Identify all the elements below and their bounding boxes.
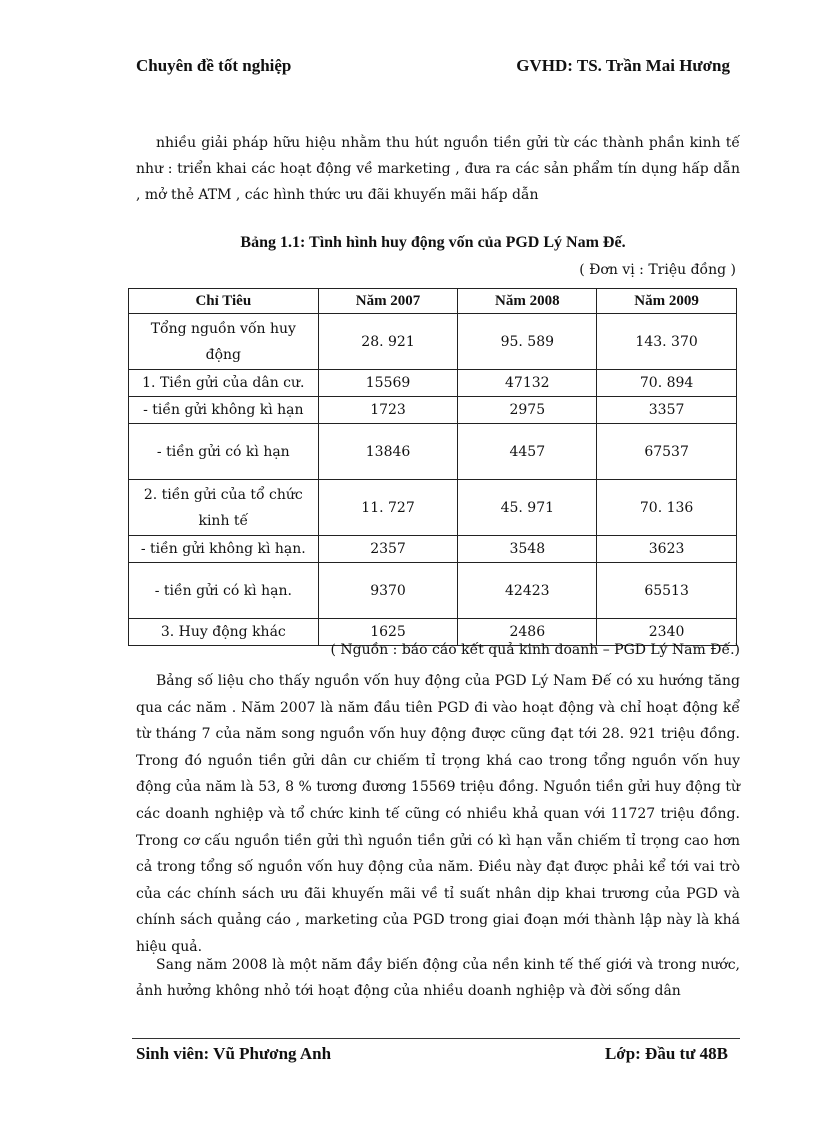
table-cell: 2486 <box>458 619 597 646</box>
table-cell: 3623 <box>597 536 737 563</box>
closing-paragraph: Sang năm 2008 là một năm đầy biến động của nền kinh tế thế giới và trong nước, ảnh hưởng không nhỏ tới hoạt động của nhiều doanh nghiệp và đời sống dân <box>136 957 740 999</box>
table-cell: 4457 <box>458 424 597 480</box>
table-cell: 28. 921 <box>318 314 458 370</box>
table-cell: 9370 <box>318 563 458 619</box>
table-row <box>129 314 737 370</box>
table-cell: 1723 <box>318 397 458 424</box>
table-cell: 1625 <box>318 619 458 646</box>
column-header: Chỉ Tiêu <box>129 289 319 314</box>
table-row <box>129 424 737 480</box>
table-cell: 70. 894 <box>597 370 737 397</box>
row-label: - tiền gửi có kì hạn <box>129 424 319 480</box>
table-row <box>129 536 737 563</box>
table-cell: 2357 <box>318 536 458 563</box>
row-label: - tiền gửi không kì hạn <box>129 397 319 424</box>
table-cell: 2975 <box>458 397 597 424</box>
table-cell: 11. 727 <box>318 480 458 536</box>
table-row <box>129 480 737 536</box>
page-header <box>136 56 730 80</box>
table-cell: 143. 370 <box>597 314 737 370</box>
row-label: - tiền gửi có kì hạn. <box>129 563 319 619</box>
table-cell: 3548 <box>458 536 597 563</box>
table-source: ( Nguồn : báo cáo kết quả kinh doanh – PGD Lý Nam Đế.) <box>330 642 740 658</box>
table-cell: 15569 <box>318 370 458 397</box>
column-header: Năm 2007 <box>318 289 458 314</box>
table-cell: 70. 136 <box>597 480 737 536</box>
table-cell: 45. 971 <box>458 480 597 536</box>
row-label: 1. Tiền gửi của dân cư. <box>129 370 319 397</box>
table-cell: 2340 <box>597 619 737 646</box>
intro-paragraph: nhiều giải pháp hữu hiệu nhằm thu hút nguồn tiền gửi từ các thành phần kinh tế như : triển khai các hoạt động về marketing , đưa ra các sản phẩm tín dụng hấp dẫn , mở thẻ ATM , các hình thức ưu đãi khuyến mãi hấp dẫn <box>136 135 740 203</box>
header-supervisor: GVHD: TS. Trần Mai Hương <box>516 56 730 75</box>
table-cell: 67537 <box>597 424 737 480</box>
row-label: 2. tiền gửi của tổ chức kinh tế <box>129 480 319 536</box>
table-cell: 47132 <box>458 370 597 397</box>
footer-divider <box>132 1038 740 1039</box>
table-cell: 13846 <box>318 424 458 480</box>
row-label: Tổng nguồn vốn huy động <box>129 314 319 370</box>
footer-student: Sinh viên: Vũ Phương Anh <box>136 1044 332 1063</box>
footer-class: Lớp: Đầu tư 48B <box>604 1044 728 1063</box>
table-row <box>129 397 737 424</box>
header-document-type: Chuyên đề tốt nghiệp <box>136 56 292 75</box>
table-unit: ( Đơn vị : Triệu đồng ) <box>579 262 736 278</box>
capital-mobilization-table <box>128 288 737 646</box>
table-row <box>129 370 737 397</box>
row-label: - tiền gửi không kì hạn. <box>129 536 319 563</box>
table-row <box>129 563 737 619</box>
table-cell: 95. 589 <box>458 314 597 370</box>
column-header: Năm 2008 <box>458 289 597 314</box>
table-cell: 65513 <box>597 563 737 619</box>
row-label: 3. Huy động khác <box>129 619 319 646</box>
table-cell: 3357 <box>597 397 737 424</box>
table-cell: 42423 <box>458 563 597 619</box>
table-header-row <box>129 289 737 314</box>
analysis-paragraph: Bảng số liệu cho thấy nguồn vốn huy động của PGD Lý Nam Đế có xu hướng tăng qua các năm . Năm 2007 là năm đầu tiên PGD đi vào hoạt động và chỉ hoạt động kể từ tháng 7 của năm song nguồn vốn huy động được cũng đạt tới 28. 921 triệu đồng. Trong đó nguồn tiền gửi dân cư chiếm tỉ trọng khá cao trong tổng nguồn vốn huy động của năm là 53, 8 % tương đương 15569 triệu đồng. Nguồn tiền gửi huy động từ các doanh nghiệp và tổ chức kinh tế cũng có nhiều khả quan với 11727 triệu đồng. Trong cơ cấu nguồn tiền gửi thì nguồn tiền gửi có kì hạn vẫn chiếm tỉ trọng cao hơn cả trong tổng số nguồn vốn huy động của năm. Điều này đạt được phải kể tới vai trò của các chính sách ưu đãi khuyến mãi về tỉ suất nhân dịp khai trương của PGD và chính sách quảng cáo , marketing của PGD trong giai đoạn mới thành lập này là khá hiệu quả. <box>136 673 740 955</box>
table-caption: Bảng 1.1: Tình hình huy động vốn của PGD Lý Nam Đế. <box>240 234 626 251</box>
page-footer <box>136 1044 728 1068</box>
column-header: Năm 2009 <box>597 289 737 314</box>
